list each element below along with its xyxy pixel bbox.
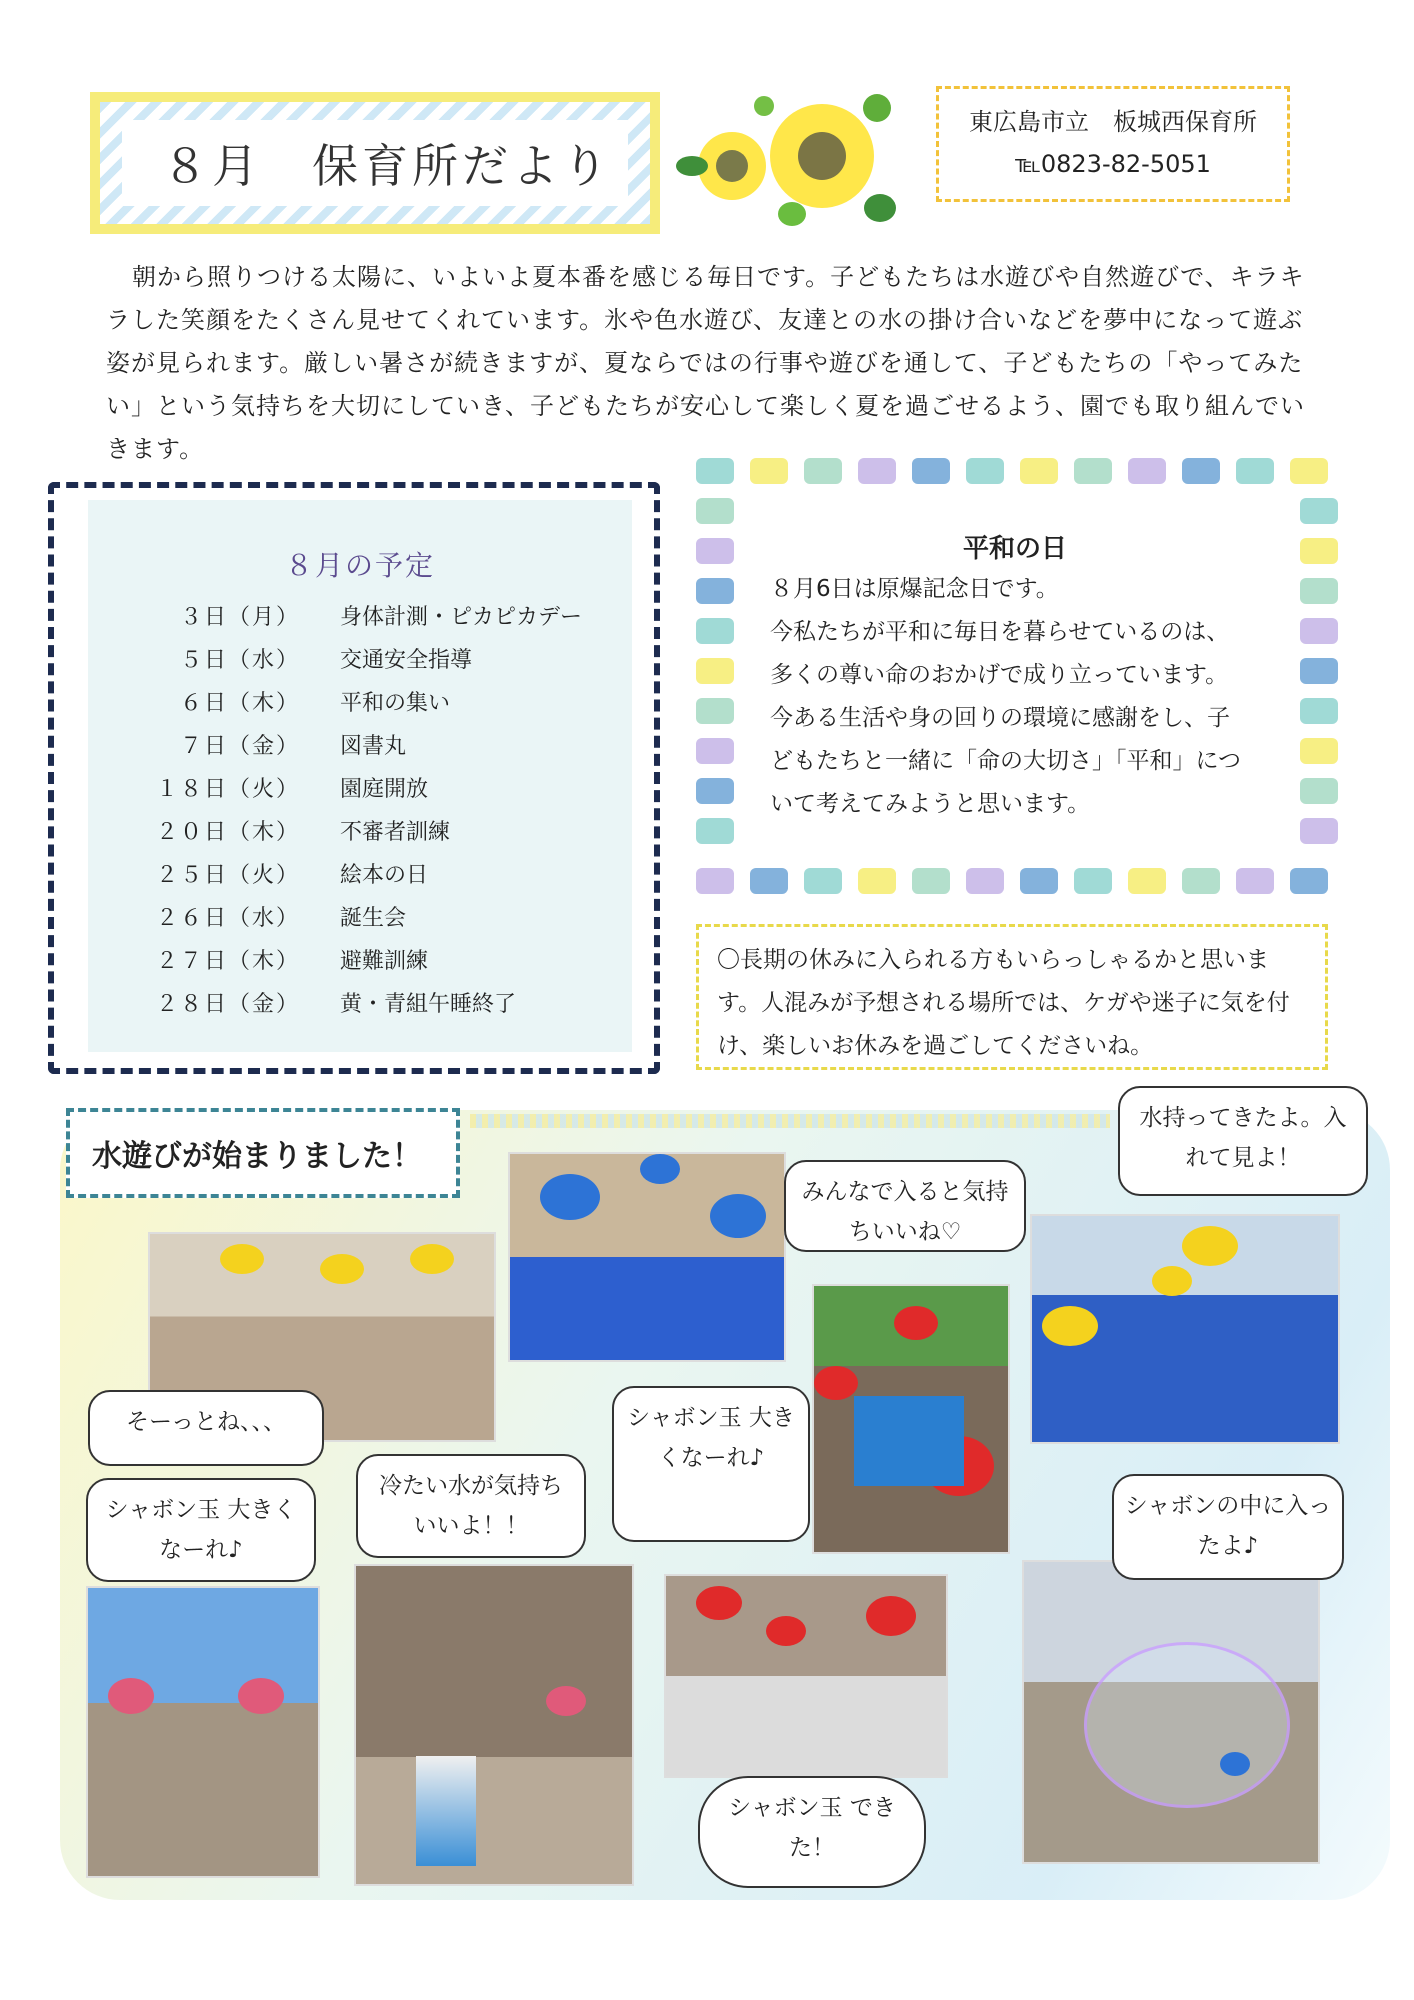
decor-tile [696, 818, 734, 844]
decor-tile [1128, 868, 1166, 894]
decor-tile [1074, 868, 1112, 894]
decor-tile [1290, 868, 1328, 894]
peace-line: ８月6日は原爆記念日です。 [770, 576, 1059, 602]
schedule-date: ５日（水） [179, 648, 300, 673]
photo-bubble-blowing [86, 1586, 320, 1878]
schedule-date: ６日（木） [179, 691, 300, 716]
decor-tile [696, 868, 734, 894]
speech-bubble: シャボン玉 大きくなーれ♪ [612, 1386, 810, 1542]
schedule-title: ８月の予定 [284, 549, 435, 582]
decor-tile [1182, 868, 1220, 894]
decor-tile [1236, 868, 1274, 894]
decorative-stripe [470, 1114, 1110, 1128]
schedule-event: 身体計測・ピカピカデー [340, 605, 583, 630]
schedule-row [140, 643, 640, 683]
peace-line: 今ある生活や身の回りの環境に感謝をし、子 [770, 705, 1230, 731]
peace-title: 平和の日 [962, 534, 1067, 564]
decor-tile [1020, 868, 1058, 894]
schedule-row [140, 987, 640, 1027]
schedule-date: ３日（月） [179, 605, 300, 630]
decor-tile [804, 458, 842, 484]
decor-tile [1300, 818, 1338, 844]
decor-tile [1020, 458, 1058, 484]
decor-tile [858, 458, 896, 484]
peace-line: 今私たちが平和に毎日を暮らせているのは、 [770, 619, 1230, 645]
schedule-date: １８日（火） [155, 777, 300, 802]
schedule-date: ２７日（木） [155, 949, 300, 974]
decor-tile [696, 698, 734, 724]
decor-tile [696, 658, 734, 684]
decor-tile [1128, 458, 1166, 484]
decor-tile [912, 868, 950, 894]
speech-bubble: 冷たい水が気持ちいいよ！！ [356, 1454, 586, 1558]
page-title: ８月 保育所だより [122, 120, 628, 206]
intro-paragraph: 朝から照りつける太陽に、いよいよ夏本番を感じる毎日です。子どもたちは水遊びや自然遊びで、キラキラした笑顔をたくさん見せてくれています。氷や色水遊び、友達との水の掛け合いなどを夢中になって遊ぶ姿が見られます。厳しい暑さが続きますが、夏ならではの行事や遊びを通して、子どもたちの「やってみたい」という気持ちを大切にしていき、子どもたちが安心して楽しく夏を過ごせるよう、園でも取り組んでいきます。 [106, 263, 1306, 463]
decor-tile [1236, 458, 1274, 484]
decor-tile [1300, 698, 1338, 724]
decor-tile [912, 458, 950, 484]
peace-line: いて考えてみようと思います。 [770, 791, 1091, 817]
speech-bubble: シャボンの中に入ったよ♪ [1112, 1474, 1344, 1580]
schedule-row [140, 729, 640, 769]
schedule-date: ２６日（水） [155, 906, 300, 931]
speech-bubble: シャボン玉 できた！ [698, 1776, 926, 1888]
decor-tile [1074, 458, 1112, 484]
schedule-row [140, 600, 640, 640]
school-info-box [936, 86, 1290, 202]
decor-tile [750, 458, 788, 484]
schedule-event: 交通安全指導 [340, 648, 473, 673]
speech-bubble: シャボン玉 大きくなーれ♪ [86, 1478, 316, 1582]
decor-tile [1300, 618, 1338, 644]
decor-tile [1300, 738, 1338, 764]
schedule-event: 誕生会 [340, 906, 407, 931]
decor-tile [1300, 578, 1338, 604]
decor-tile [966, 458, 1004, 484]
decor-tile [1300, 658, 1338, 684]
water-play-title: 水遊びが始まりました！ [66, 1108, 460, 1198]
peace-line: 多くの尊い命のおかげで成り立っています。 [770, 662, 1229, 688]
photo-bubble-table [664, 1574, 948, 1778]
decor-tile [1182, 458, 1220, 484]
decor-tile [1300, 498, 1338, 524]
speech-bubble: そーっとね、、、 [88, 1390, 324, 1466]
schedule-row [140, 944, 640, 984]
decor-tile [696, 778, 734, 804]
school-phone: ℡0823-82-5051 [1015, 150, 1211, 178]
schedule-date: ７日（金） [179, 734, 300, 759]
schedule-event: 黄・青組午睡終了 [340, 992, 517, 1017]
decor-tile [858, 868, 896, 894]
decor-tile [804, 868, 842, 894]
schedule-date: ２５日（火） [155, 863, 300, 888]
title-banner [90, 92, 660, 234]
speech-bubble: 水持ってきたよ。入れて見よ！ [1118, 1086, 1368, 1196]
schedule-row [140, 686, 640, 726]
school-name: 東広島市立 板城西保育所 [969, 108, 1257, 136]
schedule-row [140, 858, 640, 898]
decor-tile [696, 498, 734, 524]
schedule-event: 不審者訓練 [340, 820, 451, 845]
decor-tile [750, 868, 788, 894]
decor-tile [696, 538, 734, 564]
decor-tile [1290, 458, 1328, 484]
schedule-event: 園庭開放 [340, 777, 429, 802]
schedule-row [140, 901, 640, 941]
holiday-notice: 〇長期の休みに入られる方もいらっしゃるかと思います。人混みが予想される場所では、ケガや迷子に気を付け、楽しいお休みを過ごしてくださいね。 [696, 924, 1328, 1070]
photo-pool-group [508, 1152, 786, 1362]
schedule-row [140, 772, 640, 812]
schedule-row [140, 815, 640, 855]
schedule-event: 避難訓練 [340, 949, 429, 974]
decor-tile [696, 578, 734, 604]
photo-giant-bubble [1022, 1560, 1320, 1864]
decor-tile [696, 738, 734, 764]
schedule-event: 図書丸 [340, 734, 407, 759]
decor-tile [696, 618, 734, 644]
decor-tile [696, 458, 734, 484]
speech-bubble: みんなで入ると気持ちいいね♡ [784, 1160, 1026, 1252]
peace-line: どもたちと一緒に「命の大切さ」「平和」につ [770, 748, 1242, 774]
decor-tile [1300, 778, 1338, 804]
schedule-event: 絵本の日 [340, 863, 429, 888]
schedule-date: ２８日（金） [155, 992, 300, 1017]
sunflower-illustration [672, 86, 912, 246]
decor-tile [1300, 538, 1338, 564]
schedule-event: 平和の集い [340, 691, 451, 716]
peace-text [770, 568, 1282, 826]
photo-water-tub [812, 1284, 1010, 1554]
photo-water-shower [354, 1564, 634, 1886]
decor-tile [966, 868, 1004, 894]
schedule-date: ２０日（木） [155, 820, 300, 845]
photo-pool-tarp [1030, 1214, 1340, 1444]
